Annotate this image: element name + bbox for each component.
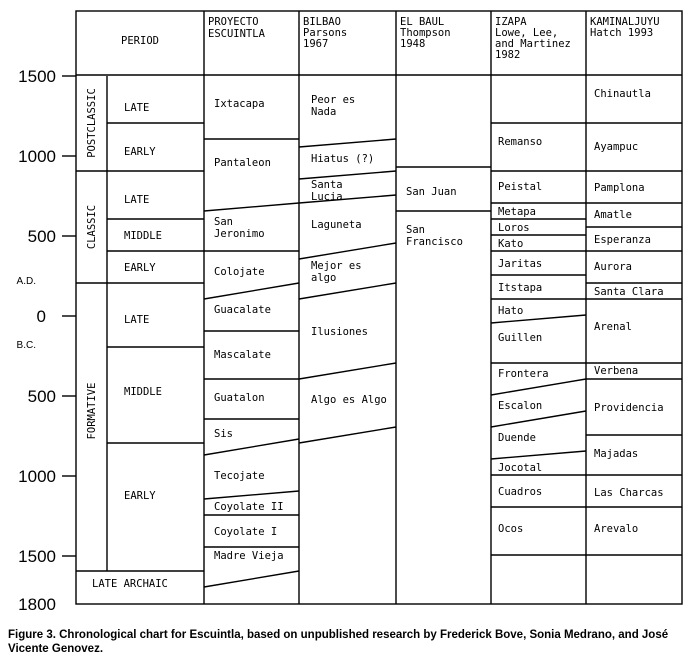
axis-label: 0 — [36, 307, 46, 326]
period-classic: CLASSIC — [86, 204, 98, 250]
phase-label: Arevalo — [594, 523, 639, 535]
phase-label: Madre Vieja — [214, 550, 284, 562]
header-izapa-line4: 1982 — [495, 49, 521, 61]
phase-label: San — [214, 216, 233, 228]
subperiod-label: MIDDLE — [124, 386, 162, 398]
header-bilbao-line3: 1967 — [303, 38, 329, 50]
axis-label: 500 — [27, 387, 56, 406]
phase-label: Guacalate — [214, 304, 271, 316]
phase-label: Tecojate — [214, 470, 265, 482]
chart-grid — [62, 11, 682, 604]
phase-label: Kato — [498, 238, 524, 250]
late-archaic-label: LATE ARCHAIC — [92, 578, 168, 590]
phase-label: Ayampuc — [594, 141, 639, 153]
axis-label: 1000 — [18, 147, 56, 166]
period-labels — [86, 88, 98, 439]
phase-label: Arenal — [594, 321, 632, 333]
phase-label: San Juan — [406, 186, 457, 198]
axis-label: 500 — [27, 227, 56, 246]
phase-label: Chinautla — [594, 88, 651, 100]
phase-label: Francisco — [406, 236, 463, 248]
header-escuintla-line2: ESCUINTLA — [208, 28, 265, 40]
period-formative: FORMATIVE — [86, 382, 98, 440]
axis-label: 1500 — [18, 67, 56, 86]
header-period: PERIOD — [121, 35, 159, 47]
phase-label: Metapa — [498, 206, 536, 218]
phase-label: Santa Clara — [594, 286, 664, 298]
subperiod-label: LATE — [124, 194, 150, 206]
phase-label: Escalon — [498, 400, 543, 412]
elbaul-phases — [406, 186, 463, 248]
subperiod-label: MIDDLE — [124, 230, 162, 242]
phase-label: Loros — [498, 222, 530, 234]
phase-label: Santa — [311, 179, 343, 191]
period-postclassic: POSTCLASSIC — [86, 88, 98, 158]
phase-label: Verbena — [594, 365, 639, 377]
phase-label: Mejor es — [311, 260, 362, 272]
phase-label: Ilusiones — [311, 326, 368, 338]
phase-label: Nada — [311, 106, 337, 118]
axis-label: A.D. — [16, 276, 36, 287]
phase-label: Hiatus (?) — [311, 153, 375, 165]
subperiod-label: LATE — [124, 102, 150, 114]
header-elbaul-line2: Thompson — [400, 27, 451, 39]
phase-label: Providencia — [594, 402, 664, 414]
phase-label: Jaritas — [498, 258, 543, 270]
subperiod-label: LATE — [124, 314, 150, 326]
phase-label: San — [406, 224, 425, 236]
header-bilbao-line1: BILBAO — [303, 16, 341, 28]
phase-label: Cuadros — [498, 486, 543, 498]
phase-label: Frontera — [498, 368, 549, 380]
axis-label: 1800 — [18, 595, 56, 614]
phase-label: Las Charcas — [594, 487, 664, 499]
phase-label: Ixtacapa — [214, 98, 265, 110]
phase-label: Esperanza — [594, 234, 651, 246]
axis-label: B.C. — [16, 340, 36, 351]
phase-label: Jeronimo — [214, 228, 265, 240]
phase-label: Guillen — [498, 332, 543, 344]
header-kaminaljuyu-line1: KAMINALJUYU — [590, 16, 660, 28]
subperiod-label: EARLY — [124, 262, 156, 274]
phase-label: Duende — [498, 432, 536, 444]
header-kaminaljuyu-line2: Hatch 1993 — [590, 27, 654, 39]
phase-label: Lucia — [311, 191, 343, 203]
phase-label: Hato — [498, 305, 524, 317]
escuintla-phases — [214, 98, 284, 562]
header-escuintla-line1: PROYECTO — [208, 16, 259, 28]
phase-label: Colojate — [214, 266, 265, 278]
phase-label: Jocotal — [498, 462, 543, 474]
phase-label: Sis — [214, 428, 233, 440]
header-izapa-line3: and Martinez — [495, 38, 571, 50]
subperiod-label: EARLY — [124, 490, 156, 502]
time-axis — [17, 67, 56, 614]
header-bilbao-line2: Parsons — [303, 27, 348, 39]
header-izapa-line1: IZAPA — [495, 16, 527, 28]
phase-label: Pamplona — [594, 182, 645, 194]
phase-label: Peistal — [498, 181, 543, 193]
phase-label: algo — [311, 272, 337, 284]
subperiod-label: EARLY — [124, 146, 156, 158]
header-izapa-line2: Lowe, Lee, — [495, 27, 559, 39]
phase-label: Coyolate I — [214, 526, 278, 538]
phase-label: Majadas — [594, 448, 639, 460]
column-headers — [121, 16, 660, 61]
axis-label: 1500 — [18, 547, 56, 566]
phase-label: Amatle — [594, 209, 632, 221]
phase-label: Ocos — [498, 523, 524, 535]
subperiod-labels — [92, 102, 168, 590]
phase-label: Mascalate — [214, 349, 271, 361]
phase-label: Peor es — [311, 94, 356, 106]
header-elbaul-line1: EL BAUL — [400, 16, 445, 28]
phase-label: Aurora — [594, 261, 632, 273]
figure-caption: Figure 3. Chronological chart for Escuintla, based on unpublished research by Frederick Bove, Sonia Medrano, and José Vicente Genovez. — [8, 629, 669, 655]
phase-label: Laguneta — [311, 219, 362, 231]
header-elbaul-line3: 1948 — [400, 38, 426, 50]
axis-label: 1000 — [18, 467, 56, 486]
phase-label: Pantaleon — [214, 157, 271, 169]
phase-label: Coyolate II — [214, 501, 284, 513]
phase-label: Remanso — [498, 136, 543, 148]
kaminaljuyu-phases — [594, 88, 664, 535]
phase-label: Itstapa — [498, 282, 543, 294]
phase-label: Guatalon — [214, 392, 265, 404]
phase-label: Algo es Algo — [311, 394, 387, 406]
